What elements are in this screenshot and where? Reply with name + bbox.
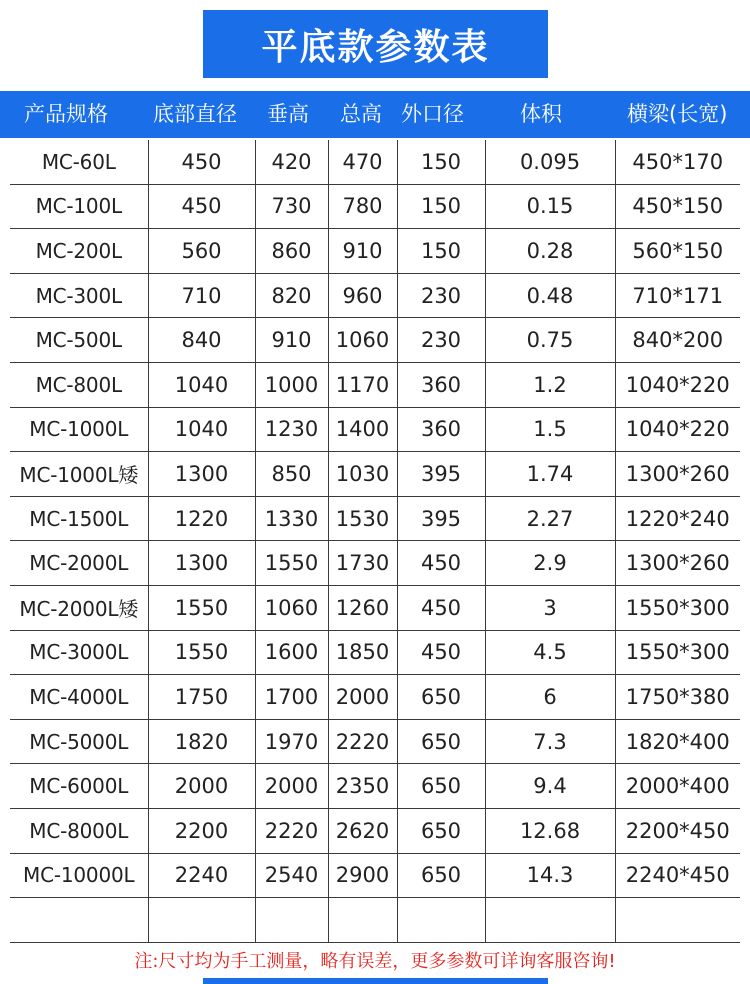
header-volume: 体积 [520, 102, 562, 126]
cell-total-height: 1530 [328, 496, 397, 541]
cell-beam: 1300*260 [615, 452, 740, 497]
page-title: 平底款参数表 [261, 26, 490, 68]
cell-volume: 2.9 [485, 541, 615, 586]
cell-outlet: 395 [397, 496, 485, 541]
cell-height: 1060 [255, 585, 328, 630]
table-row [10, 630, 740, 675]
cell-beam: 1040*220 [615, 362, 740, 407]
table-header [0, 91, 750, 138]
cell-outlet: 650 [397, 808, 485, 853]
cell-total-height: 1400 [328, 407, 397, 452]
cell-outlet: 150 [397, 229, 485, 274]
cell-beam: 450*150 [615, 184, 740, 229]
cell-outlet: 650 [397, 764, 485, 809]
cell-outlet: 450 [397, 541, 485, 586]
cell-outlet: 650 [397, 675, 485, 720]
cell-height: 1600 [255, 630, 328, 675]
title-banner [203, 10, 548, 78]
cell-volume: 6 [485, 675, 615, 720]
table-row [10, 452, 740, 497]
cell-height: 1230 [255, 407, 328, 452]
cell-height: 1000 [255, 362, 328, 407]
cell-beam: 840*200 [615, 318, 740, 363]
cell-diameter: 450 [148, 184, 255, 229]
cell-height: 730 [255, 184, 328, 229]
cell-total-height: 1730 [328, 541, 397, 586]
table-row [10, 229, 740, 274]
cell-diameter: 1300 [148, 452, 255, 497]
spec-table-body [10, 140, 740, 942]
table-row [10, 808, 740, 853]
cell-beam: 1550*300 [615, 585, 740, 630]
cell-outlet: 360 [397, 407, 485, 452]
cell-spec: MC-500L [10, 318, 148, 363]
cell-diameter: 1750 [148, 675, 255, 720]
cell-volume: 12.68 [485, 808, 615, 853]
table-row [10, 362, 740, 407]
cell-spec: MC-1500L [10, 496, 148, 541]
cell-spec: MC-3000L [10, 630, 148, 675]
cell-volume: 1.5 [485, 407, 615, 452]
cell-total-height: 2000 [328, 675, 397, 720]
cell-spec: MC-200L [10, 229, 148, 274]
cell-volume: 14.3 [485, 853, 615, 898]
cell-total-height: 1850 [328, 630, 397, 675]
cell-total-height: 1170 [328, 362, 397, 407]
cell-outlet [397, 898, 485, 943]
cell-total-height [328, 898, 397, 943]
cell-diameter: 2240 [148, 853, 255, 898]
cell-outlet: 230 [397, 318, 485, 363]
cell-outlet: 360 [397, 362, 485, 407]
cell-height: 420 [255, 140, 328, 184]
spec-table [10, 140, 740, 943]
cell-total-height: 1260 [328, 585, 397, 630]
cell-beam [615, 898, 740, 943]
table-row [10, 898, 740, 943]
cell-volume: 1.2 [485, 362, 615, 407]
cell-outlet: 450 [397, 630, 485, 675]
cell-volume: 0.75 [485, 318, 615, 363]
cell-beam: 1750*380 [615, 675, 740, 720]
header-spec: 产品规格 [24, 102, 108, 126]
cell-height: 860 [255, 229, 328, 274]
cell-volume [485, 898, 615, 943]
cell-height: 850 [255, 452, 328, 497]
cell-volume: 9.4 [485, 764, 615, 809]
cell-volume: 2.27 [485, 496, 615, 541]
cell-diameter: 1550 [148, 630, 255, 675]
table-row [10, 407, 740, 452]
cell-volume: 1.74 [485, 452, 615, 497]
cell-beam: 710*171 [615, 273, 740, 318]
cell-beam: 1820*400 [615, 719, 740, 764]
cell-height: 910 [255, 318, 328, 363]
cell-spec: MC-8000L [10, 808, 148, 853]
cell-beam: 2000*400 [615, 764, 740, 809]
cell-total-height: 2620 [328, 808, 397, 853]
cell-volume: 0.28 [485, 229, 615, 274]
cell-total-height: 470 [328, 140, 397, 184]
cell-beam: 1300*260 [615, 541, 740, 586]
cell-beam: 450*170 [615, 140, 740, 184]
cell-diameter [148, 898, 255, 943]
cell-outlet: 150 [397, 184, 485, 229]
cell-spec: MC-5000L [10, 719, 148, 764]
cell-spec [10, 898, 148, 943]
cell-diameter: 1040 [148, 407, 255, 452]
table-row [10, 318, 740, 363]
cell-total-height: 1030 [328, 452, 397, 497]
table-row [10, 764, 740, 809]
cell-spec: MC-1000L矮 [10, 452, 148, 497]
table-row [10, 184, 740, 229]
cell-volume: 0.15 [485, 184, 615, 229]
cell-spec: MC-10000L [10, 853, 148, 898]
cell-diameter: 1820 [148, 719, 255, 764]
table-row [10, 675, 740, 720]
cell-total-height: 2900 [328, 853, 397, 898]
cell-diameter: 840 [148, 318, 255, 363]
cell-outlet: 150 [397, 140, 485, 184]
cell-total-height: 1060 [328, 318, 397, 363]
bottom-accent-bar [203, 978, 548, 984]
cell-beam: 1550*300 [615, 630, 740, 675]
cell-diameter: 1220 [148, 496, 255, 541]
cell-spec: MC-60L [10, 140, 148, 184]
cell-beam: 560*150 [615, 229, 740, 274]
table-row [10, 140, 740, 184]
table-row [10, 585, 740, 630]
table-row [10, 496, 740, 541]
cell-volume: 3 [485, 585, 615, 630]
cell-beam: 2200*450 [615, 808, 740, 853]
cell-total-height: 960 [328, 273, 397, 318]
cell-spec: MC-100L [10, 184, 148, 229]
cell-height: 1330 [255, 496, 328, 541]
cell-spec: MC-300L [10, 273, 148, 318]
cell-diameter: 1550 [148, 585, 255, 630]
table-row [10, 719, 740, 764]
cell-beam: 1040*220 [615, 407, 740, 452]
footnote: 注:尺寸均为手工测量，略有误差，更多参数可详询客服咨询! [134, 951, 616, 972]
cell-diameter: 560 [148, 229, 255, 274]
header-total: 总高 [340, 102, 382, 126]
cell-total-height: 2220 [328, 719, 397, 764]
header-outlet: 外口径 [401, 102, 464, 126]
cell-height: 1700 [255, 675, 328, 720]
header-beam: 横梁(长宽) [627, 102, 728, 126]
table-row [10, 853, 740, 898]
cell-total-height: 910 [328, 229, 397, 274]
cell-outlet: 450 [397, 585, 485, 630]
cell-spec: MC-1000L [10, 407, 148, 452]
cell-height: 2000 [255, 764, 328, 809]
cell-diameter: 2200 [148, 808, 255, 853]
cell-total-height: 2350 [328, 764, 397, 809]
cell-outlet: 230 [397, 273, 485, 318]
cell-diameter: 1300 [148, 541, 255, 586]
cell-diameter: 1040 [148, 362, 255, 407]
cell-volume: 4.5 [485, 630, 615, 675]
cell-spec: MC-800L [10, 362, 148, 407]
cell-beam: 1220*240 [615, 496, 740, 541]
cell-total-height: 780 [328, 184, 397, 229]
cell-outlet: 650 [397, 719, 485, 764]
cell-outlet: 650 [397, 853, 485, 898]
cell-diameter: 2000 [148, 764, 255, 809]
header-height: 垂高 [267, 102, 309, 126]
cell-diameter: 710 [148, 273, 255, 318]
header-diameter: 底部直径 [153, 102, 237, 126]
table-row [10, 273, 740, 318]
cell-height: 1550 [255, 541, 328, 586]
cell-spec: MC-2000L矮 [10, 585, 148, 630]
cell-diameter: 450 [148, 140, 255, 184]
cell-outlet: 395 [397, 452, 485, 497]
cell-spec: MC-6000L [10, 764, 148, 809]
cell-beam: 2240*450 [615, 853, 740, 898]
cell-height: 1970 [255, 719, 328, 764]
cell-spec: MC-4000L [10, 675, 148, 720]
table-row [10, 541, 740, 586]
cell-volume: 0.48 [485, 273, 615, 318]
cell-volume: 7.3 [485, 719, 615, 764]
cell-volume: 0.095 [485, 140, 615, 184]
cell-height [255, 898, 328, 943]
cell-spec: MC-2000L [10, 541, 148, 586]
cell-height: 2540 [255, 853, 328, 898]
cell-height: 2220 [255, 808, 328, 853]
cell-height: 820 [255, 273, 328, 318]
